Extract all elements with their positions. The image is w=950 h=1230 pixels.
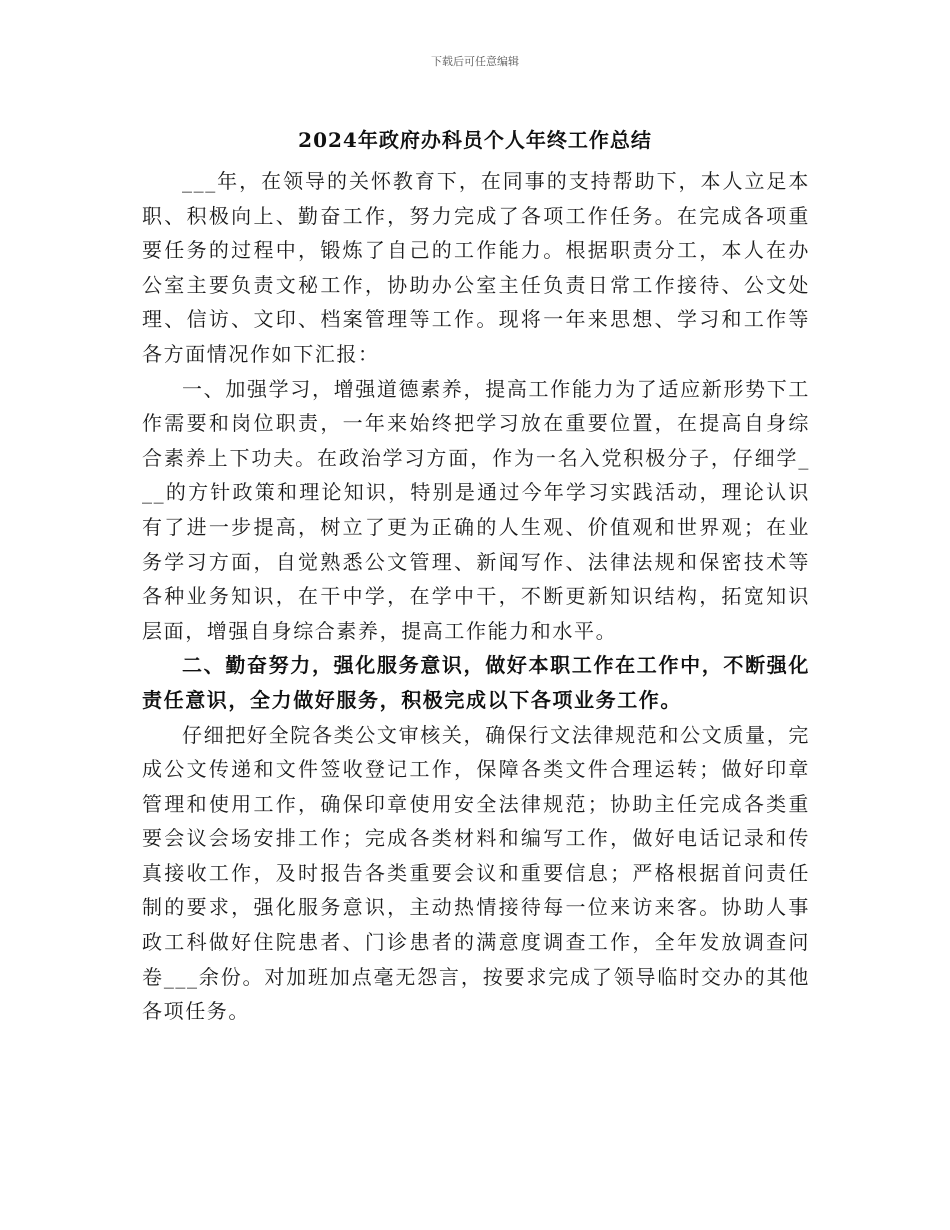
paragraph-section-two-heading: 二、勤奋努力，强化服务意识，做好本职工作在工作中，不断强化责任意识，全力做好服务，积极完成以下各项业务工作。 bbox=[142, 653, 810, 712]
paragraph-intro: ___年，在领导的关怀教育下，在同事的支持帮助下，本人立足本职、积极向上、勤奋工作，努力完成了各项工作任务。在完成各项重要任务的过程中，锻炼了自己的工作能力。根据职责分工，本人在办公室主要负责文秘工作，协助办公室主任负责日常工作接待、公文处理、信访、文印、档案管理等工作。现将一年来思想、学习和工作等各方面情况作如下汇报： bbox=[142, 169, 810, 366]
page-header-note: 下载后可任意编辑 bbox=[431, 55, 519, 68]
document-body bbox=[142, 164, 810, 1029]
document-title: 2024年政府办科员个人年终工作总结 bbox=[298, 128, 652, 152]
paragraph-section-one: 一、加强学习，增强道德素养，提高工作能力为了适应新形势下工作需要和岗位职责，一年来始终把学习放在重要位置，在提高自身综合素养上下功夫。在政治学习方面，作为一名入党积极分子，仔细学___的方针政策和理论知识，特别是通过今年学习实践活动，理论认识有了进一步提高，树立了更为正确的人生观、价值观和世界观；在业务学习方面，自觉熟悉公文管理、新闻写作、法律法规和保密技术等各种业务知识，在干中学，在学中干，不断更新知识结构，拓宽知识层面，增强自身综合素养，提高工作能力和水平。 bbox=[142, 376, 810, 643]
paragraph-section-two-details: 仔细把好全院各类公文审核关，确保行文法律规范和公文质量，完成公文传递和文件签收登记工作，保障各类文件合理运转；做好印章管理和使用工作，确保印章使用安全法律规范；协助主任完成各类重要会议会场安排工作；完成各类材料和编写工作，做好电话记录和传真接收工作，及时报告各类重要会议和重要信息；严格根据首问责任制的要求，强化服务意识，主动热情接待每一位来访来客。协助人事政工科做好住院患者、门诊患者的满意度调查工作，全年发放调查问卷___余份。对加班加点毫无怨言，按要求完成了领导临时交办的其他各项任务。 bbox=[142, 722, 810, 1024]
